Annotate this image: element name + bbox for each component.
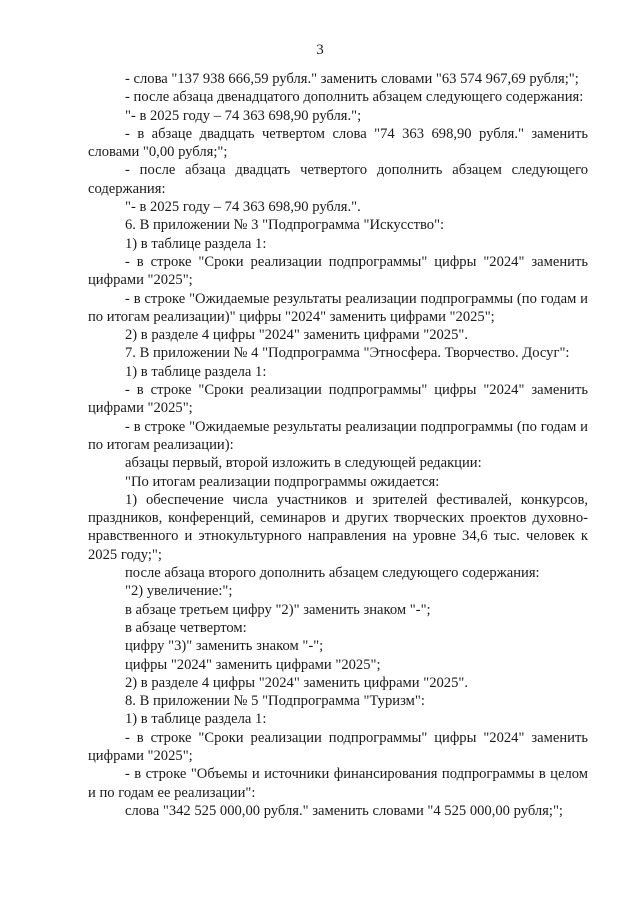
paragraph: - после абзаца двадцать четвертого дополнить абзацем следующего содержания:	[88, 162, 588, 197]
paragraph: слова "342 525 000,00 рубля." заменить словами "4 525 000,00 рубля;";	[125, 802, 563, 819]
paragraph: 1) в таблице раздела 1:	[125, 363, 267, 380]
paragraph: - в строке "Объемы и источники финансирования подпрограммы в целом и по годам ее реализации":	[88, 766, 588, 801]
paragraph: цифры "2024" заменить цифрами "2025";	[125, 656, 381, 673]
paragraph: 6. В приложении № 3 "Подпрограмма "Искусство":	[125, 217, 445, 234]
paragraph: абзацы первый, второй изложить в следующей редакции:	[125, 455, 482, 472]
paragraph: "- в 2025 году – 74 363 698,90 рубля.".	[125, 199, 361, 216]
page-number: 3	[316, 42, 324, 58]
paragraph: - после абзаца двенадцатого дополнить абзацем следующего содержания:	[125, 89, 584, 106]
paragraph: цифру "3)" заменить знаком "-";	[125, 638, 324, 655]
paragraph: "- в 2025 году – 74 363 698,90 рубля.";	[125, 107, 362, 124]
paragraph: 7. В приложении № 4 "Подпрограмма "Этносфера. Творчество. Досуг":	[125, 345, 570, 362]
paragraph: "2) увеличение:";	[125, 583, 233, 600]
paragraph: - в строке "Ожидаемые результаты реализации подпрограммы (по годам и по итогам реализации):	[88, 418, 588, 453]
paragraph: - в строке "Сроки реализации подпрограммы" цифры "2024" заменить цифрами "2025";	[88, 253, 588, 289]
paragraph: после абзаца второго дополнить абзацем следующего содержания:	[125, 565, 540, 582]
paragraph: в абзаце третьем цифру "2)" заменить знаком "-";	[125, 601, 431, 618]
paragraph: - слова "137 938 666,59 рубля." заменить словами "63 574 967,69 рубля;";	[125, 71, 579, 87]
document-body	[88, 70, 588, 820]
paragraph: - в строке "Сроки реализации подпрограммы" цифры "2024" заменить цифрами "2025";	[88, 382, 588, 417]
paragraph: 2) в разделе 4 цифры "2024" заменить цифрами "2025".	[125, 327, 469, 344]
paragraph: 1) в таблице раздела 1:	[125, 235, 267, 252]
paragraph: в абзаце четвертом:	[125, 619, 247, 636]
paragraph: 1) в таблице раздела 1:	[125, 711, 267, 728]
paragraph: 2) в разделе 4 цифры "2024" заменить цифрами "2025".	[125, 674, 469, 691]
paragraph: "По итогам реализации подпрограммы ожидается:	[125, 473, 440, 490]
paragraph: - в строке "Сроки реализации подпрограммы" цифры "2024" заменить цифрами "2025";	[88, 729, 588, 764]
paragraph: 1) обеспечение числа участников и зрителей фестивалей, конкурсов, праздников, конференций, семинаров и других творческих проектов духовно-нравственного и этнокультурного направления на уровне 34,6 тыс. человек к 2025 году;";	[88, 491, 588, 563]
paragraph: - в абзаце двадцать четвертом слова "74 363 698,90 рубля." заменить словами "0,00 рубля;";	[88, 125, 588, 161]
paragraph: - в строке "Ожидаемые результаты реализации подпрограммы (по годам и по итогам реализации)" цифры "2024" заменить цифрами "2025";	[88, 290, 588, 325]
paragraph: 8. В приложении № 5 "Подпрограмма "Туризм":	[125, 693, 425, 710]
